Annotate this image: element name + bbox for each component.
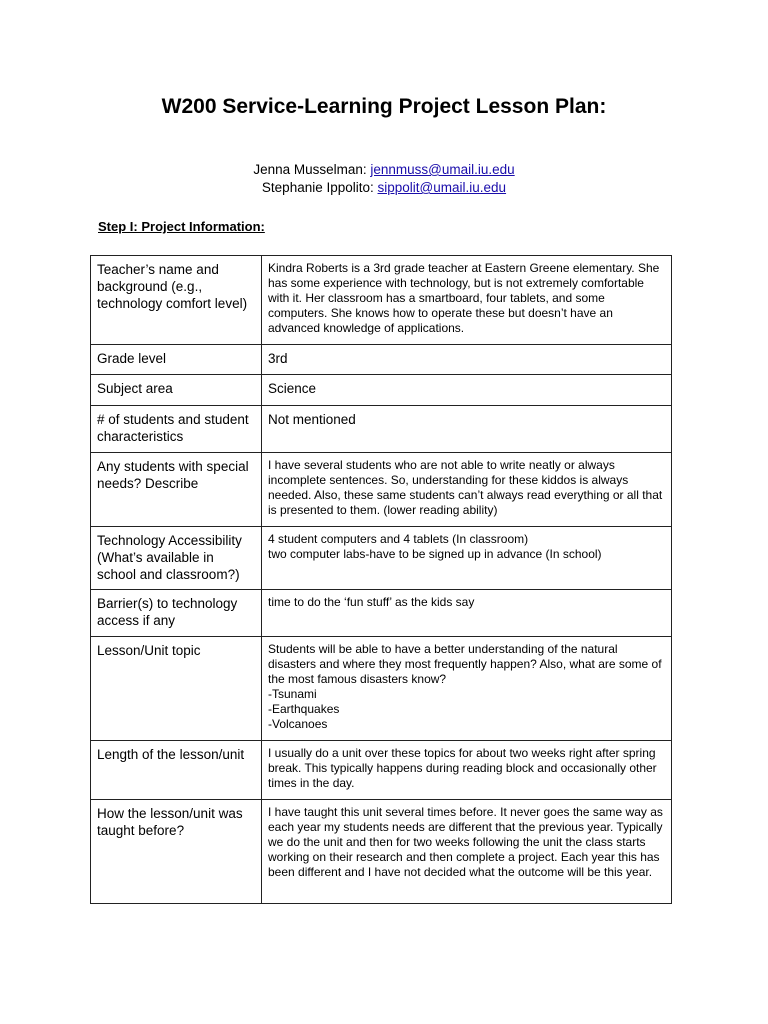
row-value: 3rd [262, 345, 672, 375]
table-row [91, 800, 672, 904]
table-row [91, 345, 672, 375]
row-label: Barrier(s) to technology access if any [91, 590, 262, 637]
row-label: Teacher’s name and background (e.g., technology comfort level) [91, 256, 262, 345]
row-label: # of students and student characteristics [91, 406, 262, 453]
table-row [91, 453, 672, 527]
row-value: I have taught this unit several times before. It never goes the same way as each year my students needs are different that the previous year. Typically we do the unit and then for two weeks following the unit the class starts working on their research and then complete a project. Each year this has been different and I have not decided what the outcome will be this year. [262, 800, 672, 904]
author-line [0, 161, 768, 179]
table-row [91, 406, 672, 453]
author-email-link[interactable]: jennmuss@umail.iu.edu [370, 162, 515, 177]
author-email-link[interactable]: sippolit@umail.iu.edu [377, 180, 507, 195]
row-label: Lesson/Unit topic [91, 637, 262, 741]
row-value: 4 student computers and 4 tablets (In classroom) two computer labs-have to be signed up in advance (In school) [262, 527, 672, 590]
row-label: Subject area [91, 375, 262, 406]
row-label: Grade level [91, 345, 262, 375]
table-row [91, 375, 672, 406]
table-row [91, 256, 672, 345]
table-row [91, 637, 672, 741]
row-label: Technology Accessibility (What’s available in school and classroom?) [91, 527, 262, 590]
author-name: Jenna Musselman: [253, 162, 367, 177]
row-value: I have several students who are not able to write neatly or always incomplete sentences. So, understanding for these kiddos is always needed. Also, these same students can’t always read everything or all that is presented to them. (lower reading ability) [262, 453, 672, 527]
author-line [0, 179, 768, 197]
author-name: Stephanie Ippolito: [261, 180, 374, 195]
row-value: Kindra Roberts is a 3rd grade teacher at Eastern Greene elementary. She has some experience with technology, but is not extremely comfortable with it. Her classroom has a smartboard, four tablets, and some computers. She knows how to operate these but doesn’t have an advanced knowledge of applications. [262, 256, 672, 345]
row-label: Length of the lesson/unit [91, 741, 262, 800]
project-info-table [90, 255, 672, 904]
page-title: W200 Service-Learning Project Lesson Plan: [161, 95, 607, 118]
row-label: Any students with special needs? Describe [91, 453, 262, 527]
row-value: I usually do a unit over these topics for about two weeks right after spring break. This typically happens during reading block and occasionally other times in the day. [262, 741, 672, 800]
table-row [91, 527, 672, 590]
row-value: time to do the ‘fun stuff’ as the kids say [262, 590, 672, 637]
table-row [91, 741, 672, 800]
row-value: Students will be able to have a better understanding of the natural disasters and where they most frequently happen? Also, what are some of the most famous disasters know? -Tsunami -Earthquakes -Volcanoes [262, 637, 672, 741]
step-heading: Step I: Project Information: [98, 219, 265, 234]
row-value: Not mentioned [262, 406, 672, 453]
table-row [91, 590, 672, 637]
row-label: How the lesson/unit was taught before? [91, 800, 262, 904]
row-value: Science [262, 375, 672, 406]
authors-block [0, 161, 768, 197]
